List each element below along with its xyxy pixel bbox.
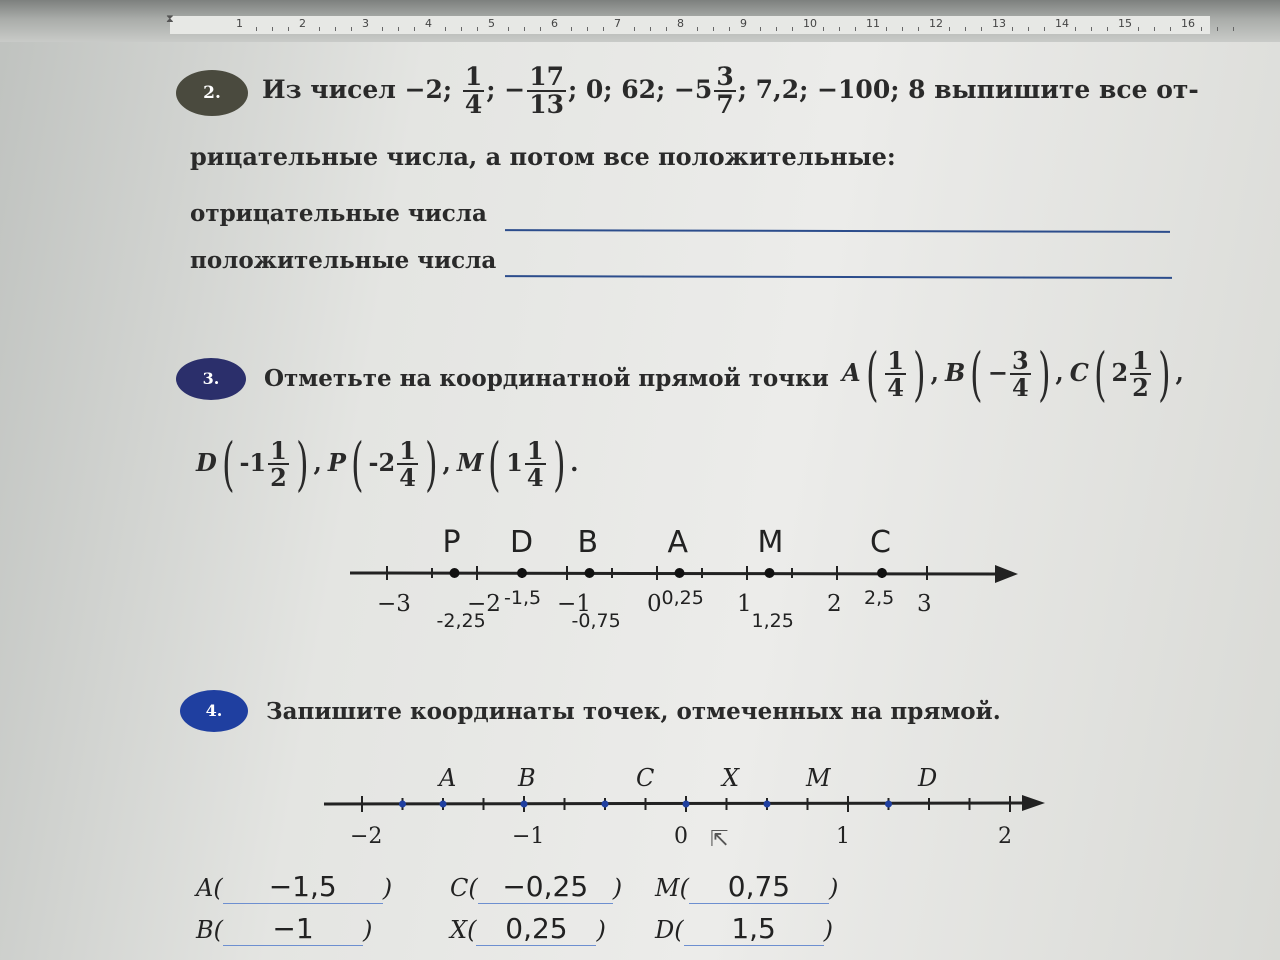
point-B: B( − $\frac{3}{4}$ ) , xyxy=(944,340,1064,408)
point-D-letter: D xyxy=(918,764,938,792)
point-D-coordinate: -1,5 xyxy=(504,587,542,609)
ruler-number: 5 xyxy=(488,17,495,30)
ruler-number: 8 xyxy=(677,17,684,30)
positive-numbers-label: положительные числа xyxy=(190,247,497,274)
axis-dot xyxy=(683,801,690,808)
point-X-letter: X xyxy=(722,764,740,792)
negative-numbers-label: отрицательные числа xyxy=(190,200,487,227)
task-3-badge: 3. xyxy=(176,358,246,400)
axis-label: 0 xyxy=(674,824,688,849)
ruler-number: 15 xyxy=(1118,17,1132,30)
axis-label: −1 xyxy=(512,824,545,849)
mouse-cursor-icon: ⇱ xyxy=(710,827,729,852)
answer-M: M( 0,75 ) xyxy=(655,870,839,903)
point-P-coordinate: -2,25 xyxy=(436,610,486,632)
ruler-number: 9 xyxy=(740,17,747,30)
indent-marker-icon[interactable]: ⧗ xyxy=(166,12,174,25)
answer-D: D( 1,5 ) xyxy=(655,912,833,945)
ruler-number: 4 xyxy=(425,17,432,30)
ruler-number: 13 xyxy=(992,17,1006,30)
task-4-instruction: Запишите координаты точек, отмеченных на прямой. xyxy=(266,698,1001,725)
point-A: A( $\frac{1}{4}$ ) , xyxy=(842,340,939,408)
ruler-number: 12 xyxy=(929,17,943,30)
point-A-coordinate: 0,25 xyxy=(661,587,704,609)
point-A-letter: A xyxy=(439,764,457,792)
axis-arrow-icon xyxy=(1022,795,1045,811)
ruler-number: 1 xyxy=(236,17,243,30)
point-C: C( 2 $\frac{1}{2}$ ) , xyxy=(1069,340,1184,408)
ruler-number: 10 xyxy=(803,17,817,30)
answer-A: A( −1,5 ) xyxy=(196,870,393,903)
ruler-number: 14 xyxy=(1055,17,1069,30)
point-P: P( -2 $\frac{1}{4}$ ) , xyxy=(327,430,451,498)
point-M-letter: M xyxy=(757,525,784,560)
axis-dot xyxy=(764,801,771,808)
fraction-one-quarter: $\frac{1}{4}$ xyxy=(464,62,483,120)
axis-label: 1 xyxy=(836,824,850,849)
axis-dot xyxy=(521,801,528,808)
ruler-number: 16 xyxy=(1181,17,1195,30)
answer-X: X( 0,25 ) xyxy=(450,912,606,945)
answer-B: B( −1 ) xyxy=(196,912,373,945)
point-B-letter: B xyxy=(518,764,536,792)
axis-line xyxy=(324,803,1028,804)
point-M-letter: M xyxy=(806,764,831,792)
ruler-number: 11 xyxy=(866,17,880,30)
point-M-coordinate: 1,25 xyxy=(751,610,794,632)
ruler-number: 2 xyxy=(299,17,306,30)
task-4-badge: 4. xyxy=(180,690,248,732)
axis-label: 1 xyxy=(737,591,752,617)
axis-dot xyxy=(440,801,447,808)
point-C-letter: C xyxy=(636,764,655,792)
task-2-line-1: Из чисел −2; $\frac{1}{4}$ ; − $\frac{17}{13}$ ; 0; 62; −5 $\frac{3}{7}$ ; 7,2; −100; 8 выпишите все от- xyxy=(262,62,1199,120)
answer-C: C( −0,25 ) xyxy=(450,870,623,903)
point-M: M( 1 $\frac{1}{4}$ ) . xyxy=(456,430,579,498)
task-3-instruction: Отметьте на координатной прямой точки xyxy=(264,365,829,392)
point-D: D( -1 $\frac{1}{2}$ ) , xyxy=(196,430,322,498)
axis-label: 0 xyxy=(647,591,662,617)
point-P-letter: P xyxy=(442,525,461,560)
point-D-letter: D xyxy=(510,525,534,560)
axis-label: −1 xyxy=(557,591,591,617)
axis-label: 3 xyxy=(917,591,932,617)
ruler-number: 6 xyxy=(551,17,558,30)
point-C-letter: C xyxy=(870,525,891,560)
axis-label: −2 xyxy=(350,824,383,849)
axis-label: −3 xyxy=(377,591,411,617)
axis-dot xyxy=(602,801,609,808)
point-A-letter: A xyxy=(667,525,689,560)
task-2-text-prefix: Из чисел −2; xyxy=(262,74,453,104)
task-2-line-2: рицательные числа, а потом все положительные: xyxy=(190,142,896,171)
axis-label: −2 xyxy=(467,591,501,617)
ruler-number: 3 xyxy=(362,17,369,30)
axis-label: 2 xyxy=(998,824,1012,849)
axis-dot xyxy=(885,801,892,808)
axis-dot xyxy=(399,801,406,808)
fraction-17-13: $\frac{17}{13}$ xyxy=(529,62,564,120)
point-C-coordinate: 2,5 xyxy=(864,587,895,609)
point-B-coordinate: -0,75 xyxy=(571,610,621,632)
task-2-badge: 2. xyxy=(176,70,248,116)
axis-label: 2 xyxy=(827,591,842,617)
fraction-3-7: $\frac{3}{7}$ xyxy=(716,62,734,120)
point-B-letter: B xyxy=(577,525,599,560)
ruler-number: 7 xyxy=(614,17,621,30)
